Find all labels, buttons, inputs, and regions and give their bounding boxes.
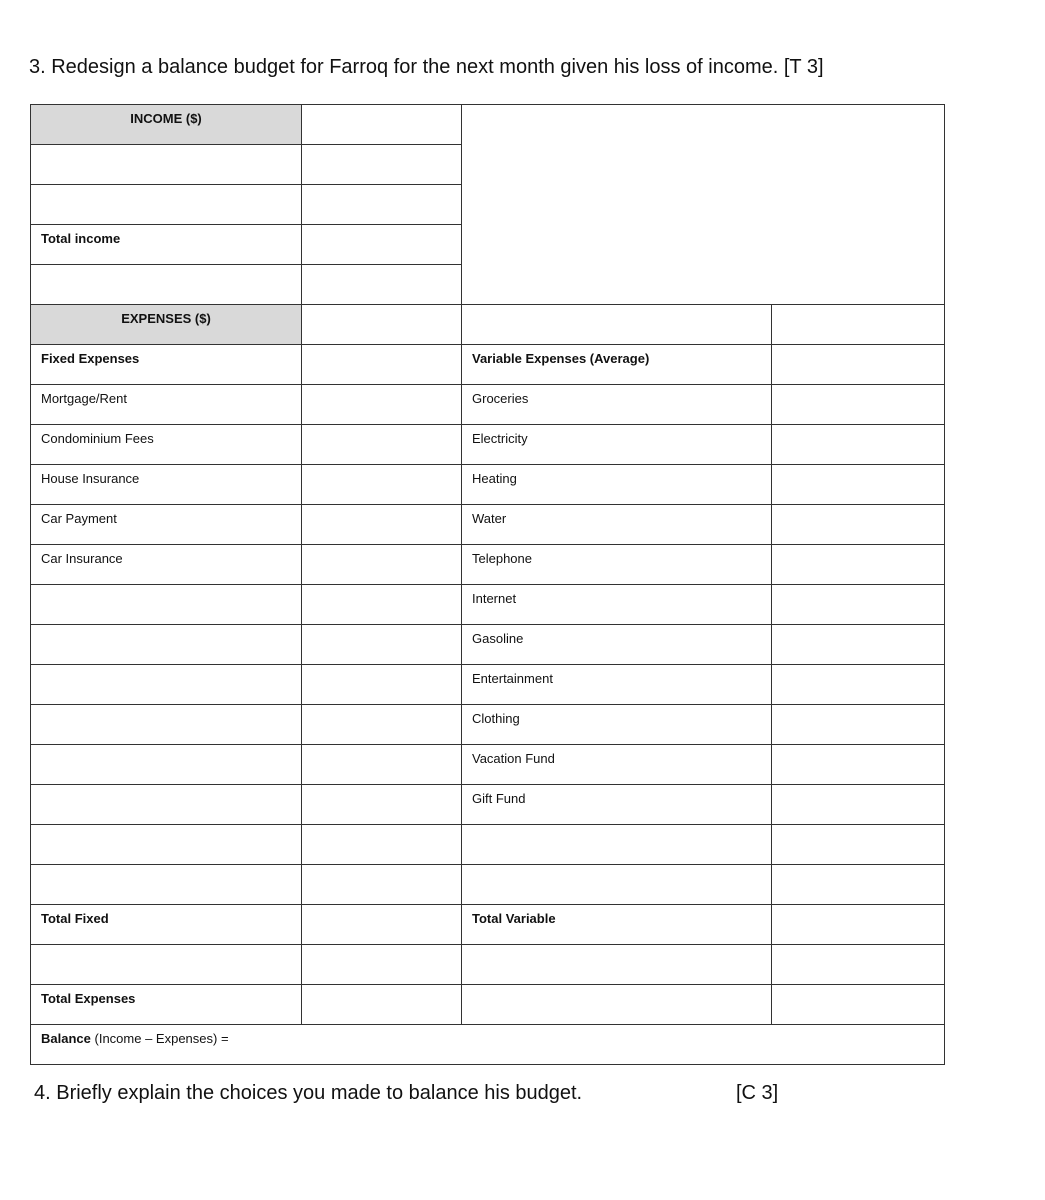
fixed-item-label: House Insurance <box>31 465 302 505</box>
variable-item-label: Vacation Fund <box>462 745 772 785</box>
fixed-amount-cell[interactable] <box>302 665 462 705</box>
income-amount-cell[interactable] <box>302 105 462 145</box>
total-variable-label: Total Variable <box>462 905 772 945</box>
fixed-amount-cell[interactable] <box>302 785 462 825</box>
blank-cell[interactable] <box>462 985 772 1025</box>
fixed-expenses-header: Fixed Expenses <box>31 345 302 385</box>
fixed-amount-cell[interactable] <box>302 545 462 585</box>
total-expenses-label: Total Expenses <box>31 985 302 1025</box>
fixed-amount-cell[interactable] <box>302 865 462 905</box>
variable-item-label: Water <box>462 505 772 545</box>
variable-amount-cell[interactable] <box>772 545 945 585</box>
fixed-amount-cell[interactable] <box>302 345 462 385</box>
variable-amount-cell[interactable] <box>772 745 945 785</box>
variable-amount-cell[interactable] <box>772 825 945 865</box>
expense-row <box>31 705 945 745</box>
fixed-amount-cell[interactable] <box>302 705 462 745</box>
blank-cell[interactable] <box>772 305 945 345</box>
blank-cell[interactable] <box>31 265 302 305</box>
expense-row <box>31 465 945 505</box>
question-4-heading: 4. Briefly explain the choices you made to balance his budget. <box>34 1082 583 1104</box>
total-fixed-label: Total Fixed <box>31 905 302 945</box>
blank-cell[interactable] <box>462 305 772 345</box>
variable-amount-cell[interactable] <box>772 585 945 625</box>
expense-row <box>31 825 945 865</box>
variable-amount-cell[interactable] <box>772 465 945 505</box>
variable-amount-cell[interactable] <box>772 865 945 905</box>
total-expenses-amount-cell[interactable] <box>302 985 462 1025</box>
variable-item-label: Groceries <box>462 385 772 425</box>
expenses-header-cell <box>31 305 302 345</box>
variable-item-label: Electricity <box>462 425 772 465</box>
variable-amount-cell[interactable] <box>772 785 945 825</box>
fixed-item-cell[interactable] <box>31 625 302 665</box>
fixed-item-cell[interactable] <box>31 705 302 745</box>
blank-row <box>31 945 945 985</box>
expense-row <box>31 785 945 825</box>
income-header-row <box>31 105 945 145</box>
expense-row <box>31 385 945 425</box>
variable-item-label: Telephone <box>462 545 772 585</box>
expense-row <box>31 625 945 665</box>
income-header-cell <box>31 105 302 145</box>
total-expenses-row <box>31 985 945 1025</box>
variable-amount-cell[interactable] <box>772 665 945 705</box>
expense-row <box>31 865 945 905</box>
fixed-amount-cell[interactable] <box>302 625 462 665</box>
expenses-header-row <box>31 305 945 345</box>
variable-item-label: Gift Fund <box>462 785 772 825</box>
fixed-item-cell[interactable] <box>31 745 302 785</box>
total-fixed-amount-cell[interactable] <box>302 905 462 945</box>
variable-item-label: Entertainment <box>462 665 772 705</box>
expense-row <box>31 665 945 705</box>
variable-item-label: Gasoline <box>462 625 772 665</box>
expense-category-row <box>31 345 945 385</box>
fixed-item-cell[interactable] <box>31 865 302 905</box>
variable-amount-cell[interactable] <box>772 505 945 545</box>
expense-row <box>31 745 945 785</box>
expense-row <box>31 545 945 585</box>
expense-row <box>31 585 945 625</box>
variable-amount-cell[interactable] <box>772 425 945 465</box>
blank-cell[interactable] <box>462 945 772 985</box>
total-income-amount-cell[interactable] <box>302 225 462 265</box>
fixed-amount-cell[interactable] <box>302 425 462 465</box>
balance-label: Balance <box>41 1031 91 1046</box>
total-income-label: Total income <box>31 225 302 265</box>
fixed-item-cell[interactable] <box>31 825 302 865</box>
expense-row <box>31 425 945 465</box>
fixed-amount-cell[interactable] <box>302 385 462 425</box>
question-4-mark: [C 3] <box>736 1082 779 1104</box>
balance-row <box>31 1025 945 1065</box>
fixed-item-cell[interactable] <box>31 665 302 705</box>
variable-amount-cell[interactable] <box>772 345 945 385</box>
fixed-item-cell[interactable] <box>31 785 302 825</box>
fixed-amount-cell[interactable] <box>302 745 462 785</box>
fixed-item-label: Condominium Fees <box>31 425 302 465</box>
variable-item-cell[interactable] <box>462 865 772 905</box>
blank-cell[interactable] <box>31 945 302 985</box>
fixed-item-label: Car Payment <box>31 505 302 545</box>
income-notes-area[interactable] <box>462 105 945 305</box>
blank-cell[interactable] <box>302 265 462 305</box>
balance-formula: (Income – Expenses) = <box>94 1031 229 1046</box>
question-3-heading: 3. Redesign a balance budget for Farroq for the next month given his loss of income. [T 3] <box>29 56 824 78</box>
variable-item-cell[interactable] <box>462 825 772 865</box>
income-amount-cell[interactable] <box>302 145 462 185</box>
balance-cell[interactable] <box>31 1025 945 1065</box>
variable-expenses-header: Variable Expenses (Average) <box>462 345 772 385</box>
income-header: INCOME ($) <box>130 111 202 126</box>
blank-cell[interactable] <box>302 305 462 345</box>
budget-table <box>30 104 945 1065</box>
fixed-item-label: Mortgage/Rent <box>31 385 302 425</box>
fixed-amount-cell[interactable] <box>302 465 462 505</box>
total-variable-amount-cell[interactable] <box>772 905 945 945</box>
expense-row <box>31 505 945 545</box>
variable-amount-cell[interactable] <box>772 385 945 425</box>
totals-row <box>31 905 945 945</box>
income-source-cell[interactable] <box>31 185 302 225</box>
income-source-cell[interactable] <box>31 145 302 185</box>
fixed-amount-cell[interactable] <box>302 505 462 545</box>
variable-amount-cell[interactable] <box>772 625 945 665</box>
fixed-item-cell[interactable] <box>31 585 302 625</box>
fixed-amount-cell[interactable] <box>302 825 462 865</box>
blank-cell[interactable] <box>772 985 945 1025</box>
blank-cell[interactable] <box>772 945 945 985</box>
fixed-item-label: Car Insurance <box>31 545 302 585</box>
expenses-header: EXPENSES ($) <box>121 311 211 326</box>
blank-cell[interactable] <box>302 945 462 985</box>
variable-item-label: Internet <box>462 585 772 625</box>
income-amount-cell[interactable] <box>302 185 462 225</box>
variable-item-label: Clothing <box>462 705 772 745</box>
variable-item-label: Heating <box>462 465 772 505</box>
variable-amount-cell[interactable] <box>772 705 945 745</box>
fixed-amount-cell[interactable] <box>302 585 462 625</box>
